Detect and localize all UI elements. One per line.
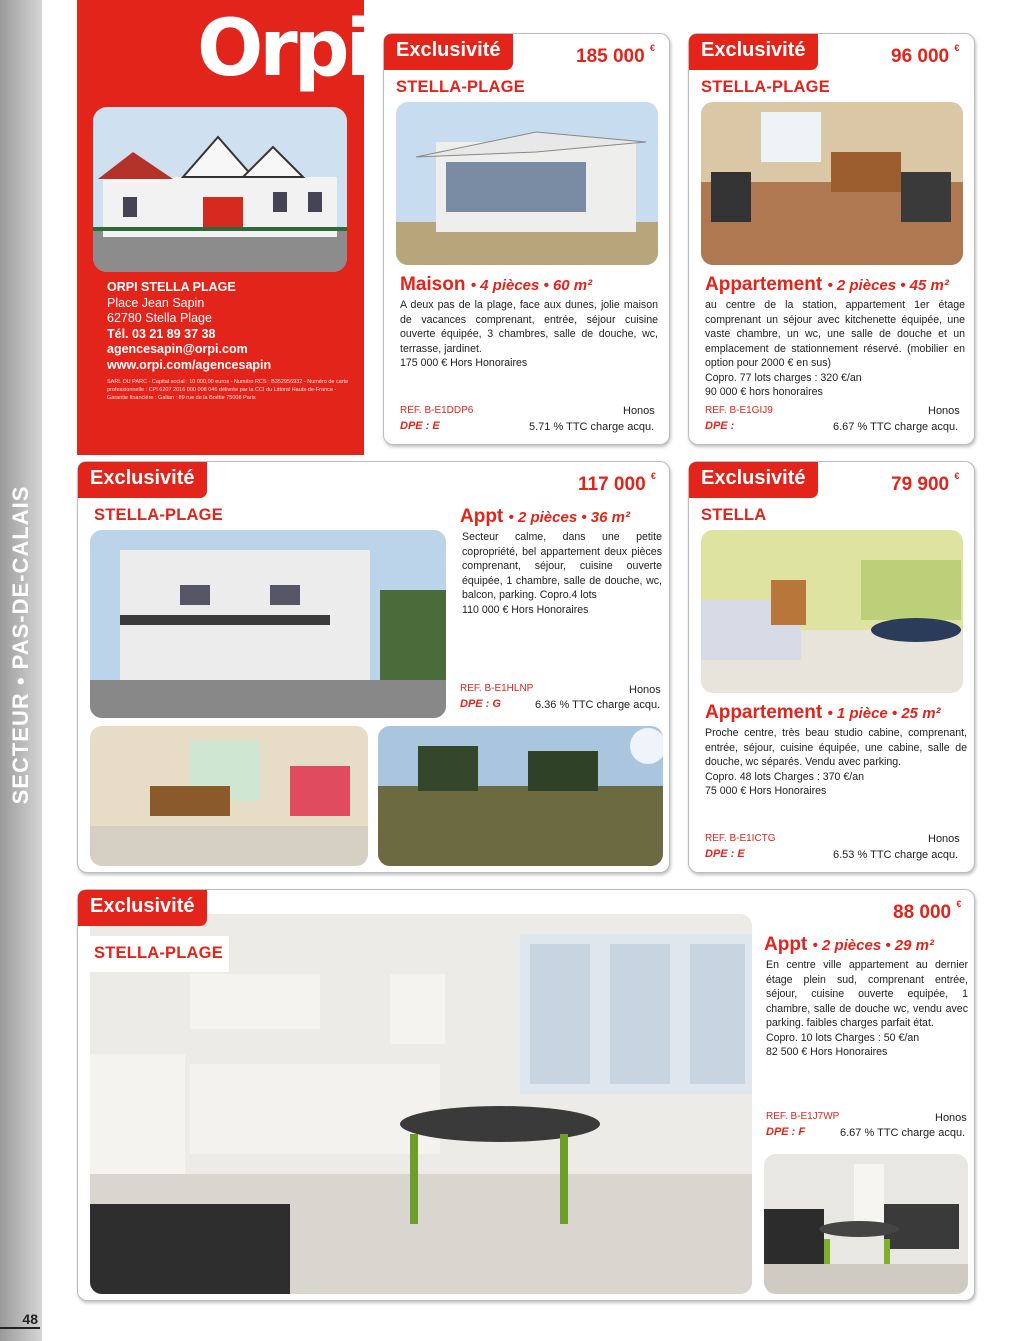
exclusivity-badge: Exclusivité (78, 462, 207, 498)
listing-photo (764, 1154, 968, 1294)
listing-honos: Honos (928, 833, 960, 845)
listing-honos: Honos (935, 1112, 967, 1124)
listing-photo (396, 102, 658, 265)
listing-description: au centre de la station, appartement 1er étage comprenant un séjour avec kitchenette équipée, une vaste chambre, un wc, une salle de douche et un emplacement de stationnement réservé. (mobilier en option pour 2000 € en sus) Copro. 77 lots charges : 320 €/an 90 000 € hors honoraires (705, 299, 965, 398)
listing-dpe: DPE : F (766, 1126, 806, 1138)
listing-price: 185 000 € (576, 42, 655, 67)
listing-honos: Honos (629, 684, 661, 696)
listing-ref: REF. B-E1DDP6 (400, 405, 474, 416)
listing-title: Appartement • 2 pièces • 45 m² (705, 274, 949, 295)
listing-card (77, 461, 670, 873)
listing-honos: Honos (623, 405, 655, 417)
listing-dpe: DPE : (705, 420, 735, 432)
listing-fee: 5.71 % TTC charge acqu. (529, 421, 655, 433)
exclusivity-badge: Exclusivité (78, 890, 207, 926)
listing-fee: 6.67 % TTC charge acqu. (833, 421, 959, 433)
agency-website: www.orpi.com/agencesapin (107, 357, 272, 372)
listing-description: En centre ville appartement au dernier étage plein sud, comprenant entrée, séjour, cuisine ouverte equipée, 1 chambre, salle de douche wc, vendu avec parking. faibles charges parfait état. Copro. 10 lots Charges : 50 €/an 82 500 € Hors Honoraires (766, 959, 968, 1058)
exclusivity-badge: Exclusivité (384, 34, 513, 70)
agency-name: ORPI STELLA PLAGE (107, 280, 236, 294)
listing-ref: REF. B-E1ICTG (705, 833, 776, 844)
agency-panel (77, 0, 369, 455)
listing-card (77, 889, 975, 1301)
listing-title: Maison • 4 pièces • 60 m² (400, 274, 593, 295)
page-number: 48 (0, 1311, 40, 1329)
agency-address1: Place Jean Sapin (107, 295, 205, 310)
listing-fee: 6.36 % TTC charge acqu. (535, 699, 661, 711)
listing-location: STELLA-PLAGE (90, 936, 229, 972)
listing-title: Appt • 2 pièces • 29 m² (764, 934, 934, 955)
agency-email: agencesapin@orpi.com (107, 342, 248, 356)
listing-ref: REF. B-E1HLNP (460, 683, 534, 694)
listing-ref: REF. B-E1J7WP (766, 1111, 840, 1122)
listing-location: STELLA-PLAGE (94, 506, 223, 524)
listing-price: 79 900 € (891, 470, 960, 495)
listing-location: STELLA (701, 506, 767, 524)
listing-price: 96 000 € (891, 42, 960, 67)
listing-location: STELLA-PLAGE (701, 78, 830, 96)
listing-dpe: DPE : G (460, 698, 501, 710)
agency-legal-text: SARL DU PARC - Capital social : 10 000,00 euros - Numéro RCS : B352956932 - Numéro de carte professionnelle : CPI 6207 2016 000 008 046 délivrée par la CCI du Littoral Hauts-de-France - Garantie financière : Galian : 89 rue de la Boétie 75008 Paris (107, 379, 349, 401)
listing-photo (701, 530, 963, 693)
sector-label: SECTEUR • PAS-DE-CALAIS (8, 485, 33, 805)
listing-price: 88 000 € (893, 898, 962, 923)
listing-price: 117 000 € (578, 470, 656, 495)
listing-title: Appartement • 1 pièce • 25 m² (705, 702, 941, 723)
listing-title: Appt • 2 pièces • 36 m² (460, 506, 630, 527)
listing-photo (378, 726, 663, 866)
listing-ref: REF. B-E1GIJ9 (705, 405, 773, 416)
agency-photo (93, 107, 347, 272)
agency-contact (107, 280, 271, 373)
listing-description: Secteur calme, dans une petite copropriété, bel appartement deux pièces comprenant, séjour, cuisine ouverte équipée, 1 chambre, salle de douche, wc, balcon, parking. Copro.4 lots 110 000 € Hors Honoraires (462, 531, 662, 616)
exclusivity-badge: Exclusivité (689, 34, 818, 70)
listing-description: A deux pas de la plage, face aux dunes, jolie maison de vacances comprenant, entrée, séjour cuisine ouverte équipée, 3 chambres, salle de douche, wc, terrasse, jardinet. 175 000 € Hors Honoraires (400, 299, 658, 369)
listing-photo (90, 530, 446, 718)
listing-fee: 6.67 % TTC charge acqu. (840, 1127, 966, 1139)
listing-photo (90, 726, 368, 866)
listing-card (688, 33, 975, 445)
listing-dpe: DPE : E (705, 848, 745, 860)
listing-honos: Honos (928, 405, 960, 417)
listing-card (688, 461, 975, 873)
listing-fee: 6.53 % TTC charge acqu. (833, 849, 959, 861)
agency-phone: Tél. 03 21 89 37 38 (107, 326, 216, 341)
orpi-logo: Orpi (197, 4, 369, 94)
listing-dpe: DPE : E (400, 420, 440, 432)
listing-location: STELLA-PLAGE (396, 78, 525, 96)
agency-address2: 62780 Stella Plage (107, 311, 212, 325)
listing-card (383, 33, 670, 445)
listing-photo (701, 102, 963, 265)
exclusivity-badge: Exclusivité (689, 462, 818, 498)
listing-description: Proche centre, très beau studio cabine, comprenant, entrée, séjour, cuisine équipée, une cabine, salle de douche, wc séparés. Vendu avec parking. Copro. 48 lots Charges : 370 €/an 75 000 € Hors Honoraires (705, 727, 967, 797)
